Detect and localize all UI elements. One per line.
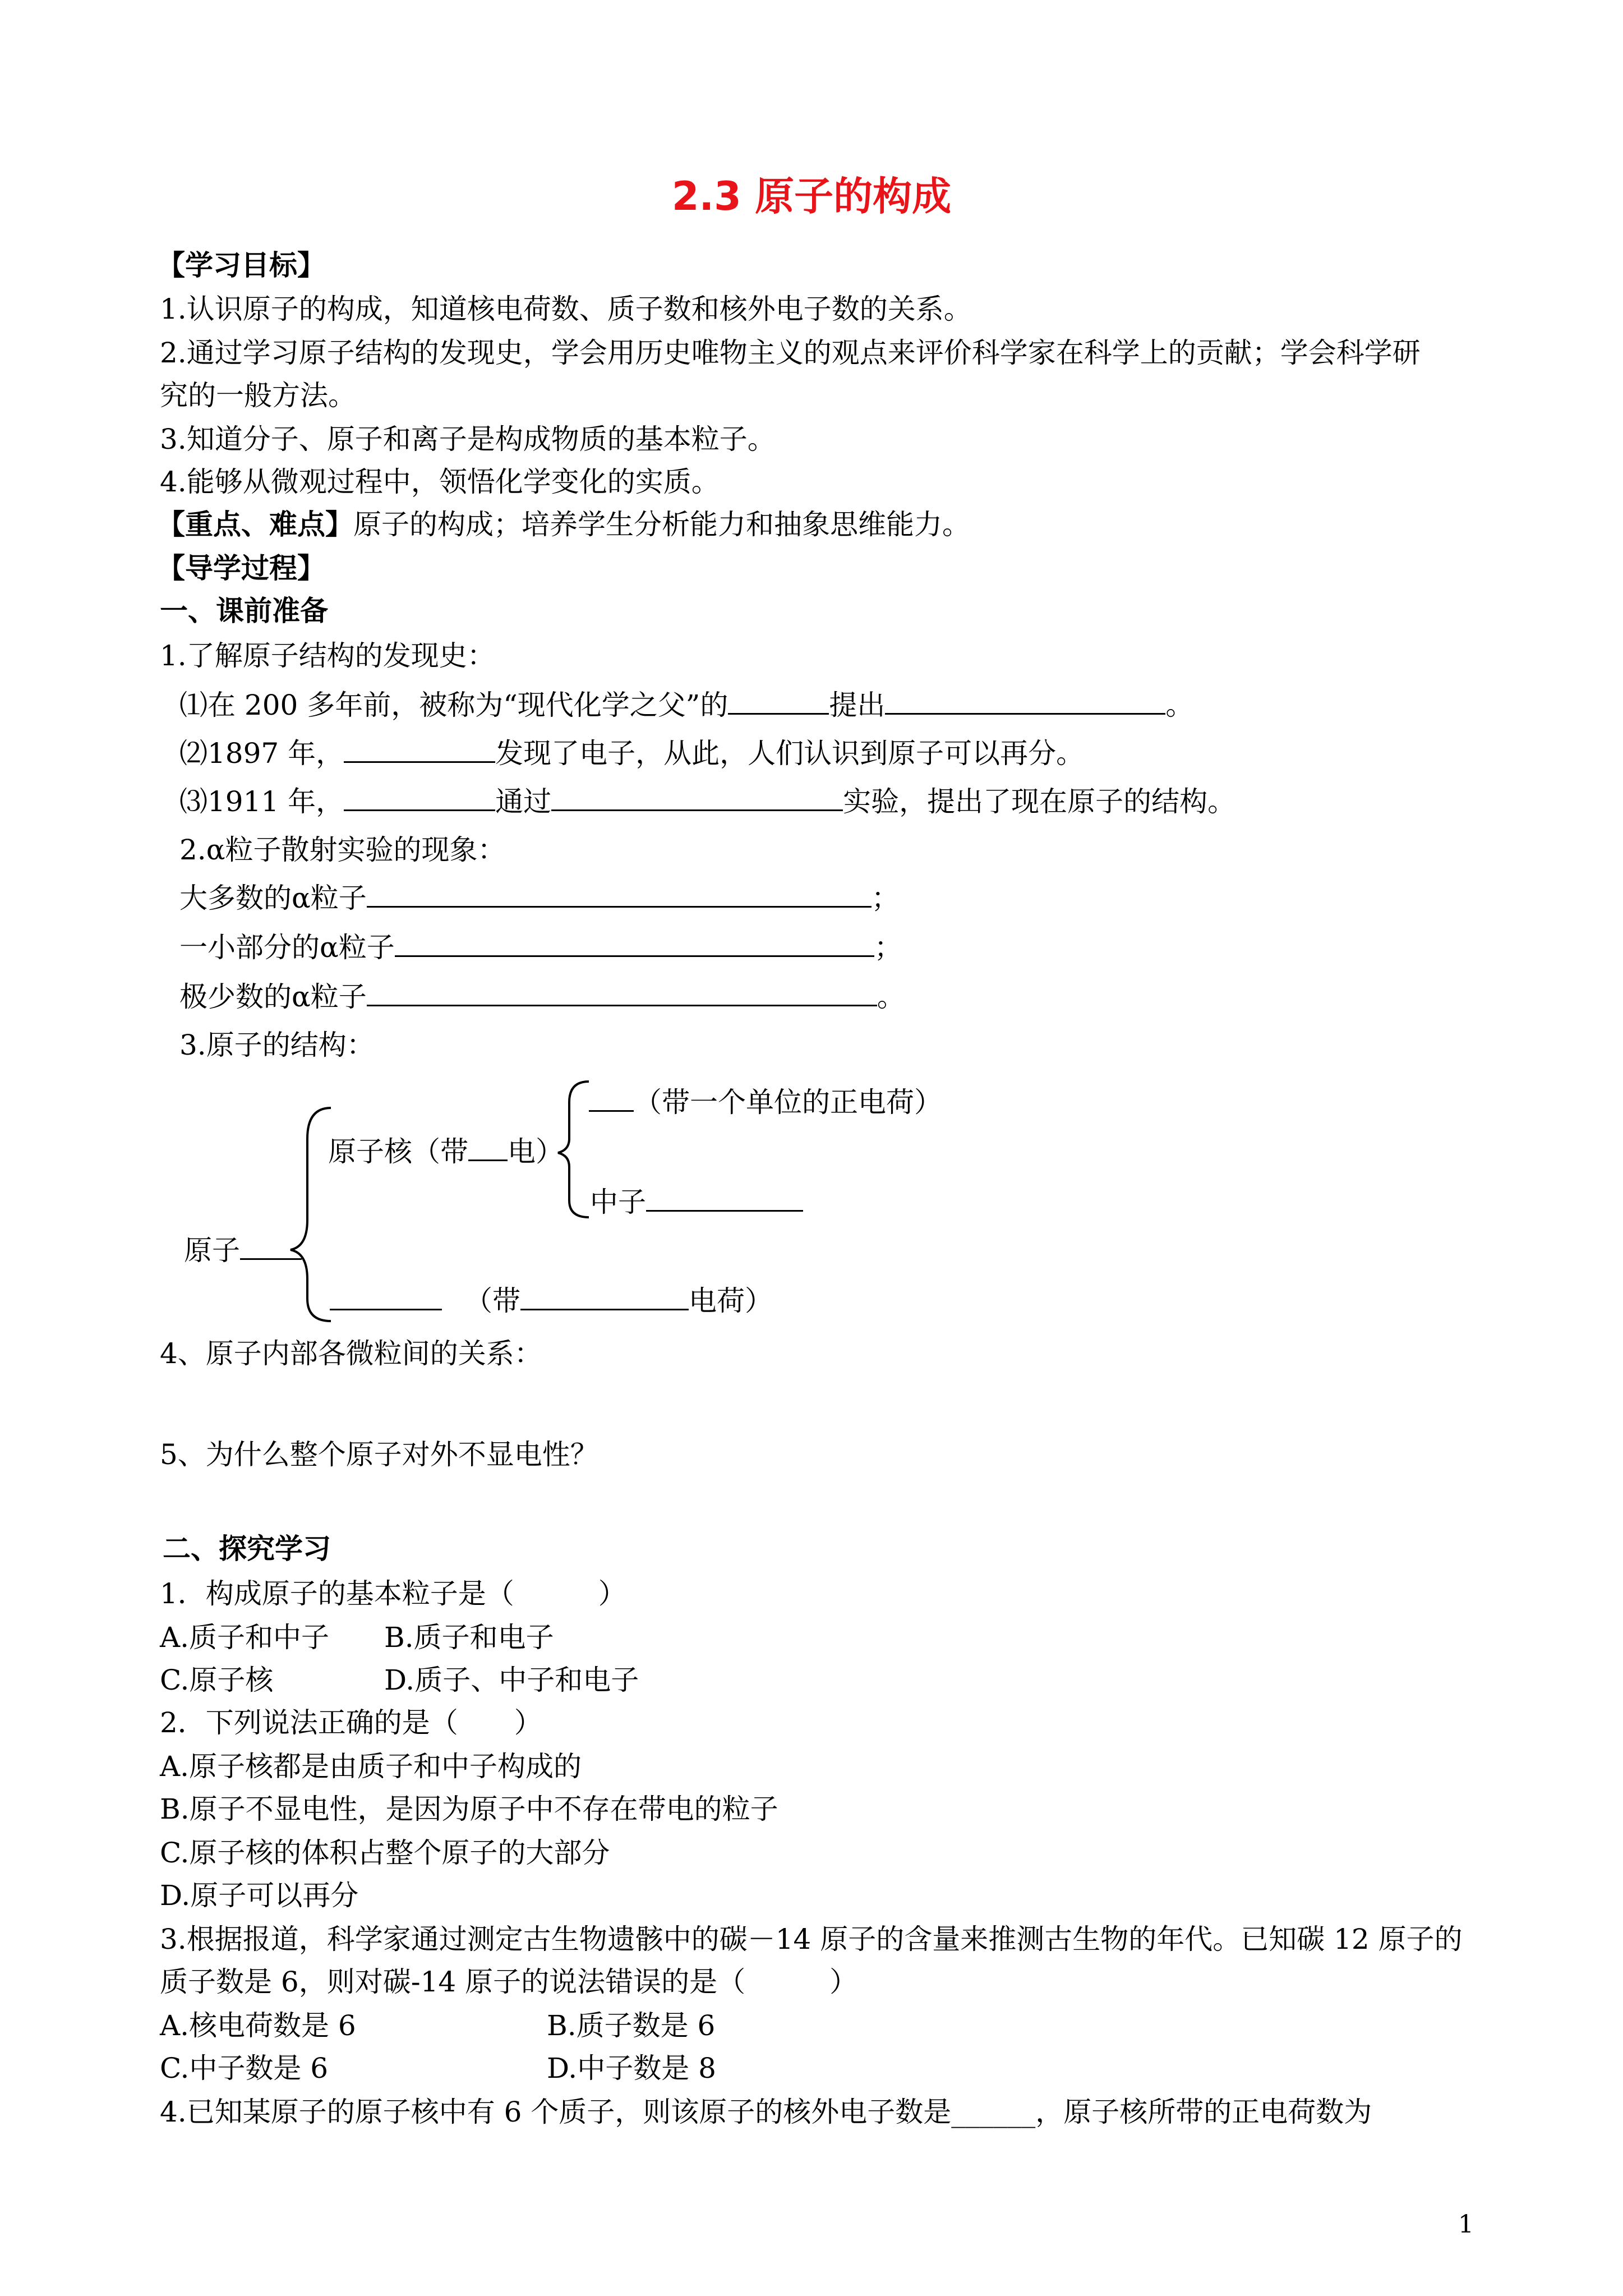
page-title: 2.3 原子的构成	[671, 173, 952, 219]
process-heading: 【导学过程】	[157, 551, 325, 585]
option[interactable]: B.原子不显电性，是因为原子中不存在带电的粒子	[160, 1793, 778, 1825]
alpha-text: 极少数的α粒子	[179, 981, 367, 1013]
history-text: 通过	[495, 785, 552, 818]
neutron-row	[590, 1184, 803, 1221]
nucleus-label: 电）	[508, 1135, 564, 1168]
alpha-text: ；	[871, 882, 900, 914]
nucleus-charge-blank[interactable]	[468, 1135, 508, 1161]
objectives-heading: 【学习目标】	[157, 249, 325, 282]
option[interactable]: A.质子和中子	[160, 1621, 330, 1654]
atom-label: 原子	[184, 1234, 240, 1267]
history-question: 1.了解原子结构的发现史：	[160, 639, 495, 672]
history-text: 提出	[829, 689, 886, 721]
option[interactable]: C.原子核的体积占整个原子的大部分	[160, 1837, 610, 1869]
question-2: 2．下列说法正确的是（ ）	[160, 1706, 542, 1739]
option[interactable]: A.核电荷数是 6	[160, 2009, 356, 2042]
alpha-text: 。	[877, 981, 905, 1013]
electron-charge-blank[interactable]	[520, 1284, 689, 1310]
objective-item: 1.认识原子的构成，知道核电荷数、质子数和核外电子数的关系。	[160, 293, 972, 325]
neutron-label: 中子	[590, 1186, 646, 1218]
nucleus-label: 原子核（带	[328, 1135, 468, 1168]
neutral-question: 5、为什么整个原子对外不显电性？	[160, 1438, 598, 1471]
history-text: ⑵1897 年，	[179, 737, 344, 770]
alpha-question: 2.α粒子散射实验的现象：	[179, 834, 506, 866]
key-points-text: 原子的构成；培养学生分析能力和抽象思维能力。	[353, 508, 970, 541]
question-3: 3.根据报道，科学家通过测定古生物遗骸中的碳－14 原子的含量来推测古生物的年代。已知碳 12 原子的	[160, 1923, 1463, 1955]
option[interactable]: C.原子核	[160, 1664, 274, 1696]
electron-row	[330, 1282, 773, 1319]
alpha-text: 一小部分的α粒子	[179, 931, 395, 964]
proton-note: （带一个单位的正电荷）	[634, 1086, 942, 1119]
objective-item: 4.能够从微观过程中，领悟化学变化的实质。	[160, 466, 720, 498]
history-text: 。	[1165, 689, 1194, 721]
history-text: 实验，提出了现在原子的结构。	[843, 785, 1236, 818]
section1-heading: 一、课前准备	[160, 594, 328, 627]
atom-blank[interactable]	[240, 1234, 302, 1260]
alpha-text: ；	[874, 931, 902, 964]
option[interactable]: A.原子核都是由质子和中子构成的	[160, 1750, 582, 1783]
history-text: 发现了电子，从此，人们认识到原子可以再分。	[495, 737, 1085, 770]
nucleus-row	[328, 1133, 564, 1170]
electron-label: （带	[464, 1285, 520, 1317]
option[interactable]: B.质子数是 6	[547, 2009, 716, 2042]
question-3-cont: 质子数是 6，则对碳-14 原子的说法错误的是（ ）	[160, 1966, 858, 1998]
option[interactable]: D.原子可以再分	[160, 1879, 359, 1912]
alpha-text: 大多数的α粒子	[179, 882, 367, 914]
page-number: 1	[1458, 2210, 1474, 2239]
proton-blank[interactable]	[589, 1085, 634, 1112]
electron-label: 电荷）	[689, 1285, 773, 1317]
electron-blank[interactable]	[330, 1284, 442, 1310]
option[interactable]: C.中子数是 6	[160, 2052, 329, 2085]
key-points-heading: 【重点、难点】	[157, 508, 353, 541]
option[interactable]: B.质子和电子	[384, 1621, 554, 1654]
atom-row	[184, 1232, 302, 1269]
question-4: 4.已知某原子的原子核中有 6 个质子，则该原子的核外电子数是______，原子核所带的正电荷数为	[160, 2096, 1372, 2128]
objective-item: 3.知道分子、原子和离子是构成物质的基本粒子。	[160, 423, 776, 455]
question-1: 1．构成原子的基本粒子是（ ）	[160, 1577, 626, 1610]
proton-row	[589, 1084, 942, 1121]
objective-item: 2.通过学习原子结构的发现史，学会用历史唯物主义的观点来评价科学家在科学上的贡献；学会科学研	[160, 337, 1421, 369]
relation-question: 4、原子内部各微粒间的关系：	[160, 1337, 542, 1370]
neutron-blank[interactable]	[646, 1185, 803, 1212]
structure-question: 3.原子的结构：	[179, 1029, 375, 1061]
option[interactable]: D.质子、中子和电子	[384, 1664, 639, 1696]
option[interactable]: D.中子数是 8	[547, 2052, 716, 2085]
history-text: ⑴在 200 多年前，被称为“现代化学之父”的	[179, 689, 728, 721]
objective-item: 究的一般方法。	[160, 379, 356, 412]
section2-heading: 二、探究学习	[163, 1532, 331, 1565]
history-text: ⑶1911 年，	[179, 785, 344, 818]
